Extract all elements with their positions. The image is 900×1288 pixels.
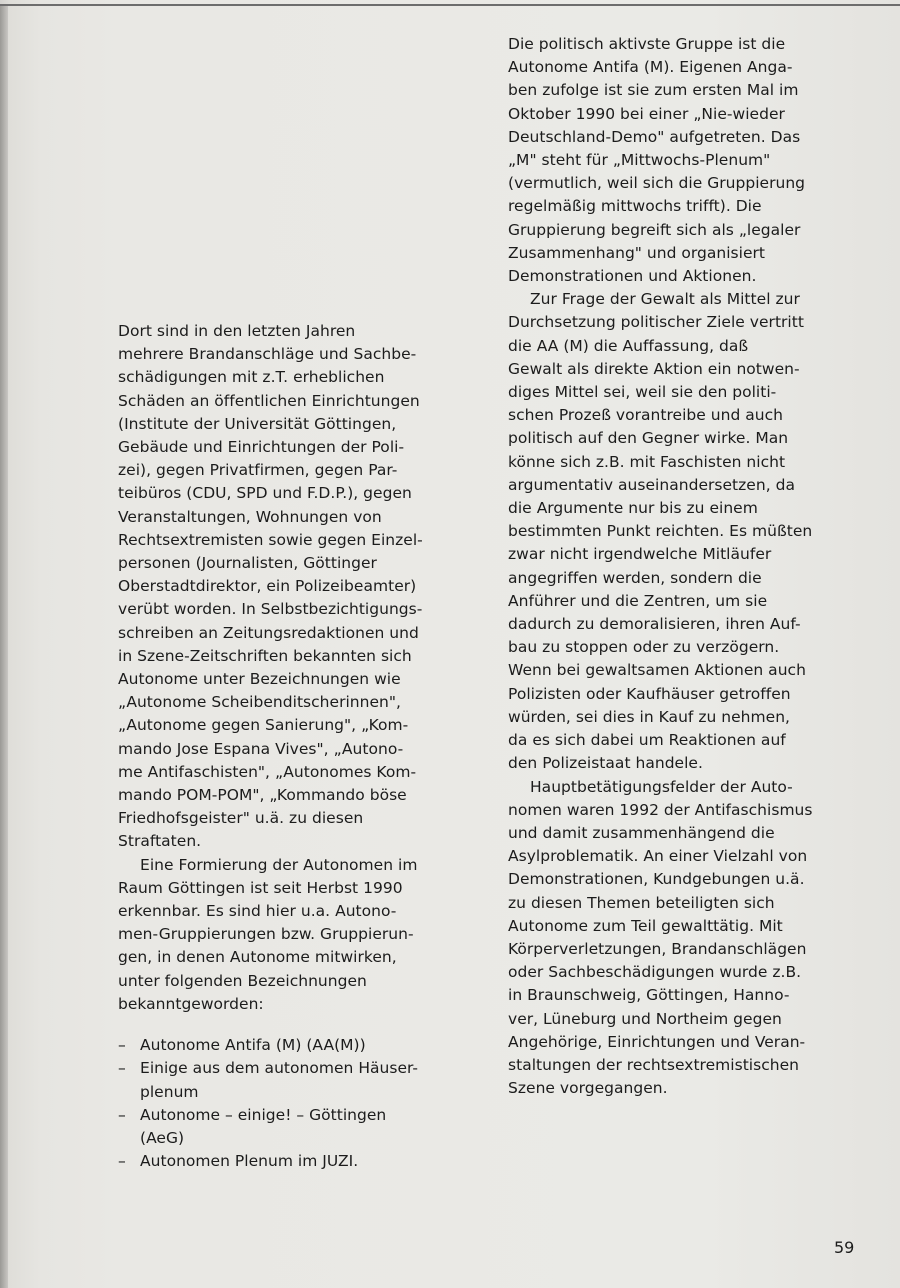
text-line: oder Sachbeschädigungen wurde z.B. (508, 963, 802, 982)
text-line: politisch auf den Gegner wirke. Man (508, 429, 789, 448)
text-line: zwar nicht irgendwelche Mitläufer (508, 545, 772, 564)
list-item (118, 1104, 470, 1150)
text-line: zei), gegen Privatfirmen, gegen Par- (118, 461, 398, 480)
text-line: Zur Frage der Gewalt als Mittel zur (530, 290, 800, 309)
text-line: Durchsetzung politischer Ziele vertritt (508, 313, 804, 332)
text-line: ver, Lüneburg und Northeim gegen (508, 1009, 782, 1028)
text-line: Rechtsextremisten sowie gegen Einzel- (118, 530, 423, 549)
text-line: Anführer und die Zentren, um sie (508, 591, 768, 610)
text-line: Zusammenhang" und organisiert (508, 243, 766, 262)
text-line: gen, in denen Autonome mitwirken, (118, 948, 397, 967)
text-line: mehrere Brandanschläge und Sachbe- (118, 345, 417, 364)
text-line: men-Gruppierungen bzw. Gruppierun- (118, 925, 414, 944)
text-line: unter folgenden Bezeichnungen (118, 971, 367, 990)
list-dash: – (118, 1036, 126, 1055)
text-line: personen (Journalisten, Göttinger (118, 554, 377, 573)
text-line: Raum Göttingen ist seit Herbst 1990 (118, 878, 403, 897)
group-list (118, 1034, 470, 1173)
text-line: Autonome Antifa (M). Eigenen Anga- (508, 58, 793, 77)
text-line: Oktober 1990 bei einer „Nie-wieder (508, 104, 785, 123)
list-item (118, 1034, 470, 1057)
list-item-line: plenum (140, 1082, 199, 1101)
list-dash: – (118, 1152, 126, 1171)
text-line: „Autonome Scheibenditscherinnen", (118, 693, 401, 712)
text-line: diges Mittel sei, weil sie den politi- (508, 383, 777, 402)
text-line: schen Prozeß vorantreibe und auch (508, 406, 784, 425)
text-line: „M" steht für „Mittwochs-Plenum" (508, 151, 771, 170)
text-line: da es sich dabei um Reaktionen auf (508, 731, 786, 750)
text-line: schreiben an Zeitungsredaktionen und (118, 623, 419, 642)
text-line: (Institute der Universität Göttingen, (118, 414, 397, 433)
text-line: Autonome zum Teil gewalttätig. Mit (508, 916, 783, 935)
text-line: Gebäude und Einrichtungen der Poli- (118, 438, 405, 457)
list-item-line: (AeG) (140, 1128, 185, 1147)
text-line: „Autonome gegen Sanierung", „Kom- (118, 716, 409, 735)
list-dash: – (118, 1105, 126, 1124)
text-line: Wenn bei gewaltsamen Aktionen auch (508, 661, 806, 680)
list-item-line: Autonome – einige! – Göttingen (140, 1105, 387, 1124)
text-line: Eine Formierung der Autonomen im (140, 855, 418, 874)
binding-shadow (0, 6, 8, 1288)
list-item-line: Autonome Antifa (M) (AA(M)) (140, 1036, 366, 1055)
text-line: dadurch zu demoralisieren, ihren Auf- (508, 615, 801, 634)
list-dash: – (118, 1059, 126, 1078)
top-rule (0, 4, 900, 6)
paragraph-antifa (508, 33, 862, 288)
text-line: Schäden an öffentlichen Einrichtungen (118, 391, 420, 410)
text-line: me Antifaschisten", „Autonomes Kom- (118, 762, 417, 781)
text-line: die AA (M) die Auffassung, daß (508, 336, 749, 355)
text-line: erkennbar. Es sind hier u.a. Autono- (118, 902, 397, 921)
text-line: zu diesen Themen beteiligten sich (508, 893, 775, 912)
list-item (118, 1150, 470, 1173)
text-line: könne sich z.B. mit Faschisten nicht (508, 452, 786, 471)
text-line: ben zufolge ist sie zum ersten Mal im (508, 81, 799, 100)
text-line: nomen waren 1992 der Antifaschismus (508, 800, 813, 819)
text-line: regelmäßig mittwochs trifft). Die (508, 197, 762, 216)
text-line: Oberstadtdirektor, ein Polizeibeamter) (118, 577, 417, 596)
text-line: schädigungen mit z.T. erheblichen (118, 368, 385, 387)
text-line: in Szene-Zeitschriften bekannten sich (118, 646, 412, 665)
text-line: und damit zusammenhängend die (508, 823, 775, 842)
paragraph-violence (508, 288, 862, 775)
text-line: bestimmten Punkt reichten. Es müßten (508, 522, 813, 541)
paragraph-attacks (118, 320, 470, 854)
text-line: Autonome unter Bezeichnungen wie (118, 670, 401, 689)
text-line: Hauptbetätigungsfelder der Auto- (530, 777, 793, 796)
text-line: die Argumente nur bis zu einem (508, 499, 758, 518)
text-line: Veranstaltungen, Wohnungen von (118, 507, 382, 526)
text-line: teibüros (CDU, SPD und F.D.P.), gegen (118, 484, 412, 503)
text-line: Straftaten. (118, 832, 202, 851)
list-item (118, 1057, 470, 1103)
text-line: in Braunschweig, Göttingen, Hanno- (508, 986, 790, 1005)
text-line: den Polizeistaat handele. (508, 754, 703, 773)
paragraph-activities (508, 776, 862, 1101)
text-line: Demonstrationen und Aktionen. (508, 267, 757, 286)
list-item-line: Einige aus dem autonomen Häuser- (140, 1059, 419, 1078)
text-line: Szene vorgegangen. (508, 1079, 668, 1098)
text-line: Gruppierung begreift sich als „legaler (508, 220, 801, 239)
right-column (508, 33, 862, 1100)
text-line: würden, sei dies in Kauf zu nehmen, (508, 707, 790, 726)
page-number: 59 (834, 1238, 855, 1257)
text-line: Asylproblematik. An einer Vielzahl von (508, 847, 808, 866)
text-line: Dort sind in den letzten Jahren (118, 322, 356, 340)
text-line: mando POM-POM", „Kommando böse (118, 786, 407, 805)
text-line: staltungen der rechtsextremistischen (508, 1055, 799, 1074)
text-line: bau zu stoppen oder zu verzögern. (508, 638, 780, 657)
text-line: Demonstrationen, Kundgebungen u.ä. (508, 870, 805, 889)
text-line: Die politisch aktivste Gruppe ist die (508, 35, 786, 53)
text-line: Angehörige, Einrichtungen und Veran- (508, 1032, 806, 1051)
text-line: Friedhofsgeister" u.ä. zu diesen (118, 809, 364, 828)
text-line: verübt worden. In Selbstbezichtigungs- (118, 600, 423, 619)
text-line: Polizisten oder Kaufhäuser getroffen (508, 684, 791, 703)
text-line: Deutschland-Demo" aufgetreten. Das (508, 127, 801, 146)
text-line: argumentativ auseinandersetzen, da (508, 475, 795, 494)
text-line: bekanntgeworden: (118, 994, 264, 1013)
text-line: (vermutlich, weil sich die Gruppierung (508, 174, 806, 193)
paragraph-formation (118, 854, 470, 1016)
text-line: mando Jose Espana Vives", „Autono- (118, 739, 404, 758)
left-column (118, 320, 470, 1173)
text-line: Körperverletzungen, Brandanschlägen (508, 939, 807, 958)
text-line: Gewalt als direkte Aktion ein notwen- (508, 359, 800, 378)
text-line: angegriffen werden, sondern die (508, 568, 762, 587)
list-item-line: Autonomen Plenum im JUZI. (140, 1152, 359, 1171)
